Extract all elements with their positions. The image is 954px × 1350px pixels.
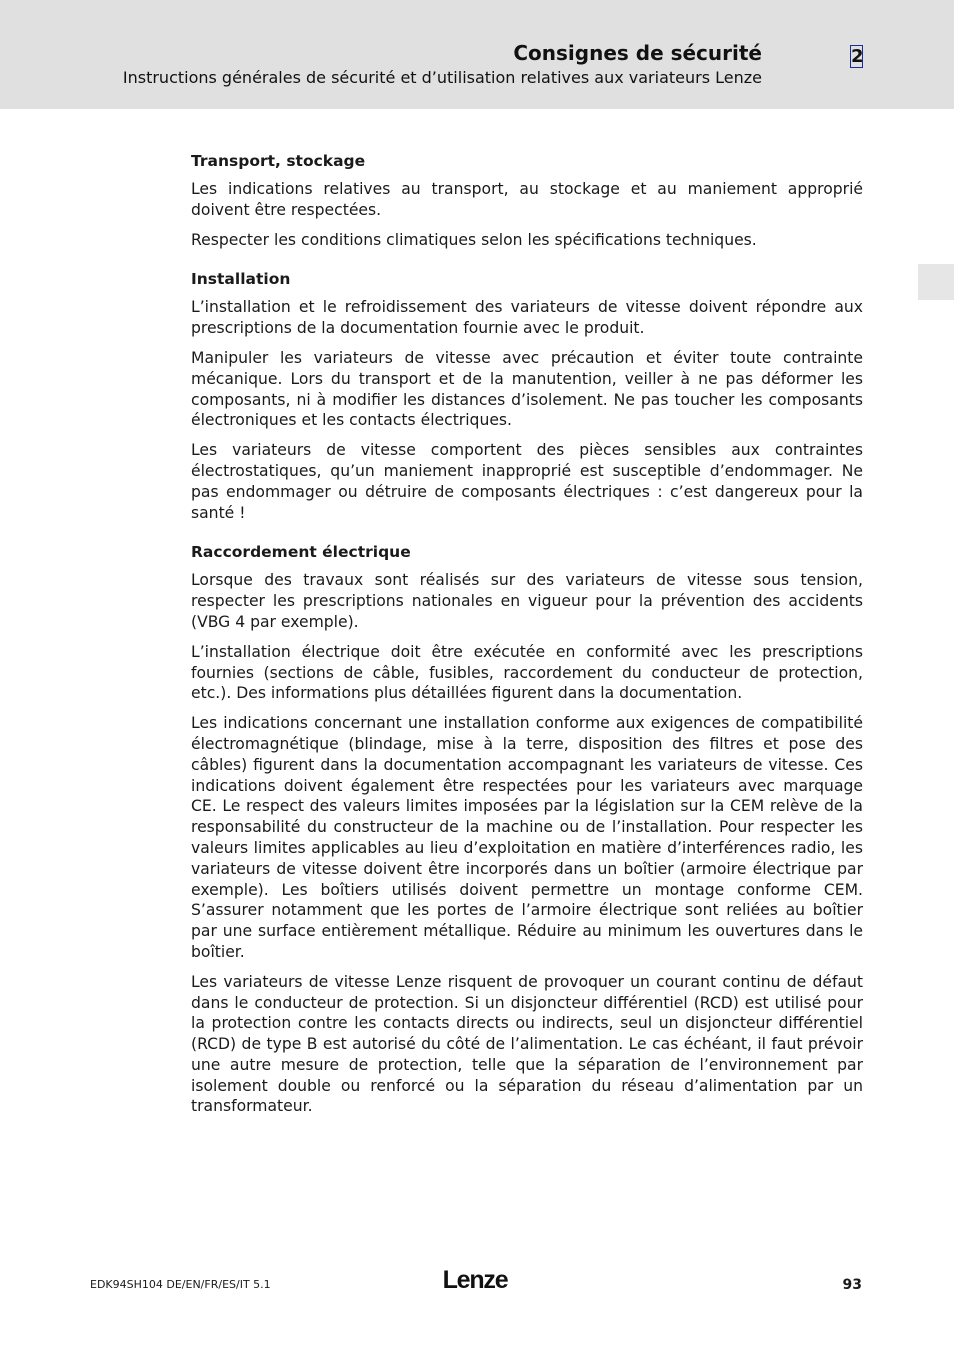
chapter-number: 2	[851, 46, 864, 67]
section-heading-electrical: Raccordement électrique	[191, 543, 411, 562]
svg-text:Lenze: Lenze	[442, 1266, 508, 1294]
side-tab-marker	[918, 264, 954, 300]
paragraph: Les indications concernant une installation conforme aux exigences de compatibilité électromagnétique (blindage, mise à la terre, disposition des filtres et pose des câbles) figurent dans la documentation accompagnant les variateurs de vitesse. Ces indications doivent également être respectées pour les variateurs avec marquage CE. Le respect des valeurs limites imposées par la législation sur la CEM relève de la responsabilité du constructeur de la machine ou de l’installation. Pour respecter les valeurs limites applicables au lieu d’exploitation en matière d’interférences radio, les variateurs de vitesse doivent être incorporés dans un boîtier (armoire électrique par exemple). Les boîtiers utilisés doivent permettre un montage conforme CEM. S’assurer notamment que les portes de l’armoire électrique sont reliées au boîtier par une surface entièrement métallique. Réduire au minimum les ouvertures dans le boîtier.	[191, 714, 863, 961]
paragraph: Respecter les conditions climatiques selon les spécifications techniques.	[191, 230, 757, 249]
paragraph: Les indications relatives au transport, au stockage et au maniement approprié doivent être respectées.	[191, 180, 863, 219]
paragraph: L’installation et le refroidissement des variateurs de vitesse doivent répondre aux prescriptions de la documentation fournie avec le produit.	[191, 298, 863, 338]
paragraph: L’installation électrique doit être exécutée en conformité avec les prescriptions fournies (sections de câble, fusibles, raccordement du conducteur de protection, etc.). Des informations plus détaillées figurent dans la documentation.	[191, 642, 863, 703]
document-body	[191, 150, 863, 1126]
page-subtitle: Instructions générales de sécurité et d’utilisation relatives aux variateurs Lenze	[122, 68, 762, 87]
paragraph: Lorsque des travaux sont réalisés sur des variateurs de vitesse sous tension, respecter les prescriptions nationales en vigueur pour la prévention des accidents (VBG 4 par exemple).	[191, 571, 863, 631]
page-header	[0, 0, 954, 109]
page-number: 93	[842, 1277, 862, 1293]
paragraph: Les variateurs de vitesse Lenze risquent de provoquer un courant continu de défaut dans le conducteur de protection. Si un disjoncteur différentiel (RCD) est utilisé pour la protection contre les contacts directs ou indirects, seul un disjoncteur différentiel (RCD) de type B est autorisé du côté de l’alimentation. Le cas échéant, il faut prévoir une autre mesure de protection, telle que la séparation de l’environnement par isolement double ou renforcé ou la séparation du réseau d’alimentation par un transformateur.	[191, 972, 863, 1116]
lenze-logo	[436, 1266, 514, 1294]
section-heading-transport: Transport, stockage	[191, 152, 366, 170]
paragraph: Manipuler les variateurs de vitesse avec précaution et éviter toute contrainte mécanique. Lors du transport et de la manutention, veiller à ne pas déformer les composants, ni à modifier les distances d’isolement. Ne pas toucher les composants électroniques et les contacts électriques.	[191, 348, 863, 430]
document-reference: EDK94SH104 DE/EN/FR/ES/IT 5.1	[90, 1278, 271, 1291]
section-heading-installation: Installation	[191, 270, 291, 289]
paragraph: Les variateurs de vitesse comportent des pièces sensibles aux contraintes électrostatiques, qu’un maniement inapproprié est susceptible d’endommager. Ne pas endommager ou détruire de composants électriques : c’est dangereux pour la santé !	[191, 441, 863, 522]
page-title: Consignes de sécurité	[513, 41, 762, 65]
